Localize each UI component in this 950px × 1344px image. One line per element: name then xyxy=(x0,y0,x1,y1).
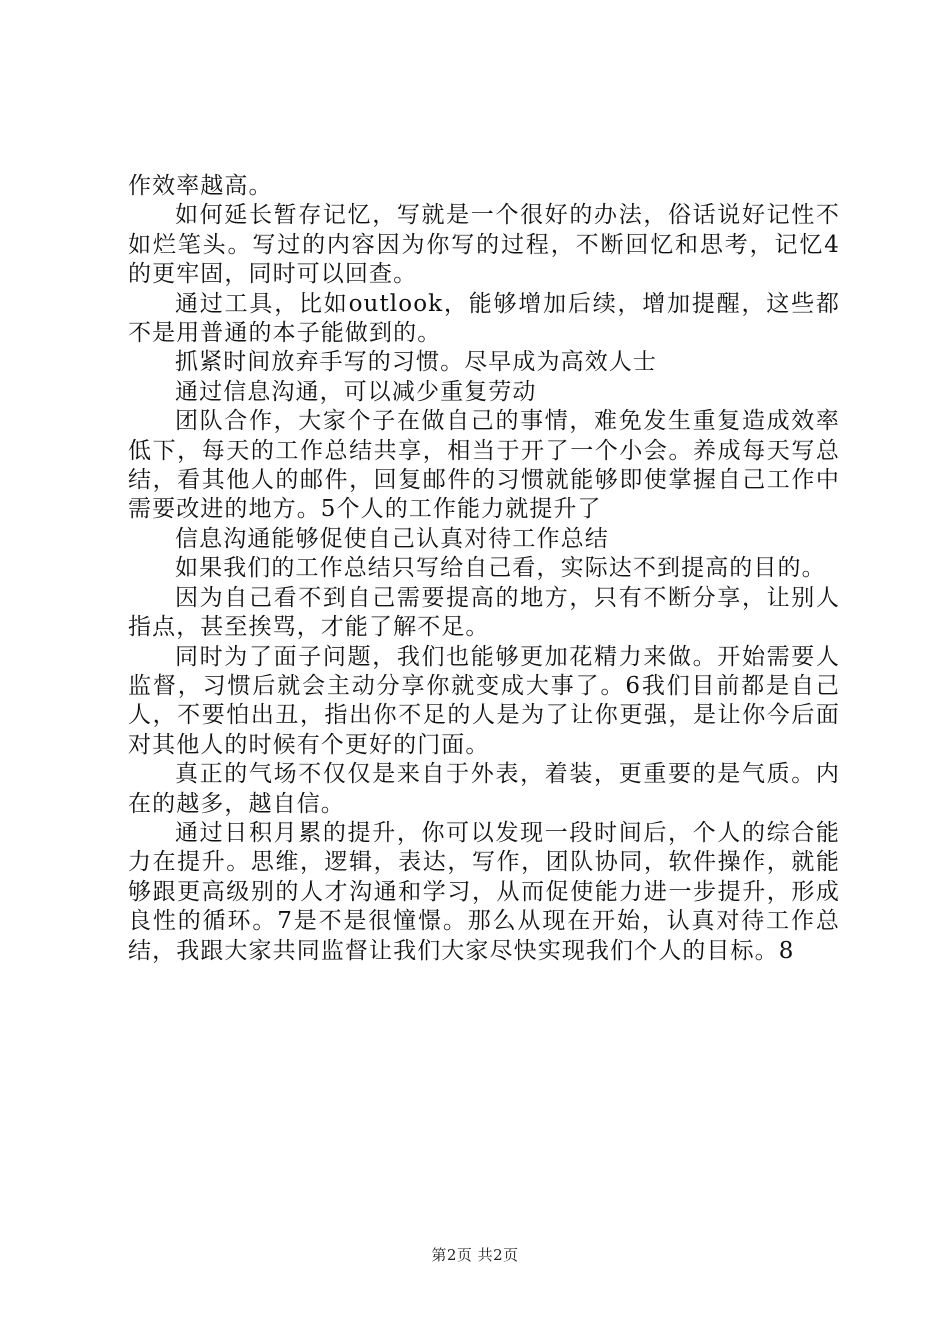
paragraph: 通过信息沟通，可以减少重复劳动 xyxy=(175,378,537,405)
paragraph: 通过工具，比如outlook，能够增加后续，增加提醒，这些都不是用普通的本子能做到的。 xyxy=(128,290,840,347)
document-body xyxy=(128,172,840,966)
paragraph: 团队合作，大家个子在做自己的事情，难免发生重复造成效率低下，每天的工作总结共享，相当于开了一个小会。养成每天写总结，看其他人的邮件，回复邮件的习惯就能够即使掌握自己工作中需要改进的地方。5个人的工作能力就提升了 xyxy=(128,408,840,523)
page-footer xyxy=(0,1244,950,1265)
paragraph: 真正的气场不仅仅是来自于外表，着装，更重要的是气质。内在的越多，越自信。 xyxy=(128,761,840,817)
page-number-label: 第2页 共2页 xyxy=(431,1246,519,1264)
paragraph: 抓紧时间放弃手写的习惯。尽早成为高效人士 xyxy=(175,349,657,376)
paragraph: 通过日积月累的提升，你可以发现一段时间后，个人的综合能力在提升。思维，逻辑，表达，写作，团队协同，软件操作，就能够跟更高级别的人才沟通和学习，从而促使能力进一步提升，形成良性的循环。7是不是很憧憬。那么从现在开始，认真对待工作总结，我跟大家共同监督让我们大家尽快实现我们个人的目标。8 xyxy=(128,819,840,964)
paragraph: 信息沟通能够促使自己认真对待工作总结 xyxy=(175,525,609,552)
paragraph: 如何延长暂存记忆，写就是一个很好的办法，俗话说好记性不如烂笔头。写过的内容因为你写的过程，不断回忆和思考，记忆4的更牢固，同时可以回查。 xyxy=(128,202,840,288)
paragraph: 因为自己看不到自己需要提高的地方，只有不断分享，让别人指点，甚至挨骂，才能了解不足。 xyxy=(128,584,840,641)
paragraph: 作效率越高。 xyxy=(128,173,273,199)
paragraph: 同时为了面子问题，我们也能够更加花精力来做。开始需要人监督，习惯后就会主动分享你就变成大事了。6我们目前都是自己人，不要怕出丑，指出你不足的人是为了让你更强，是让你今后面对其他人的时候有个更好的门面。 xyxy=(128,643,840,758)
paragraph: 如果我们的工作总结只写给自己看，实际达不到提高的目的。 xyxy=(175,555,826,582)
